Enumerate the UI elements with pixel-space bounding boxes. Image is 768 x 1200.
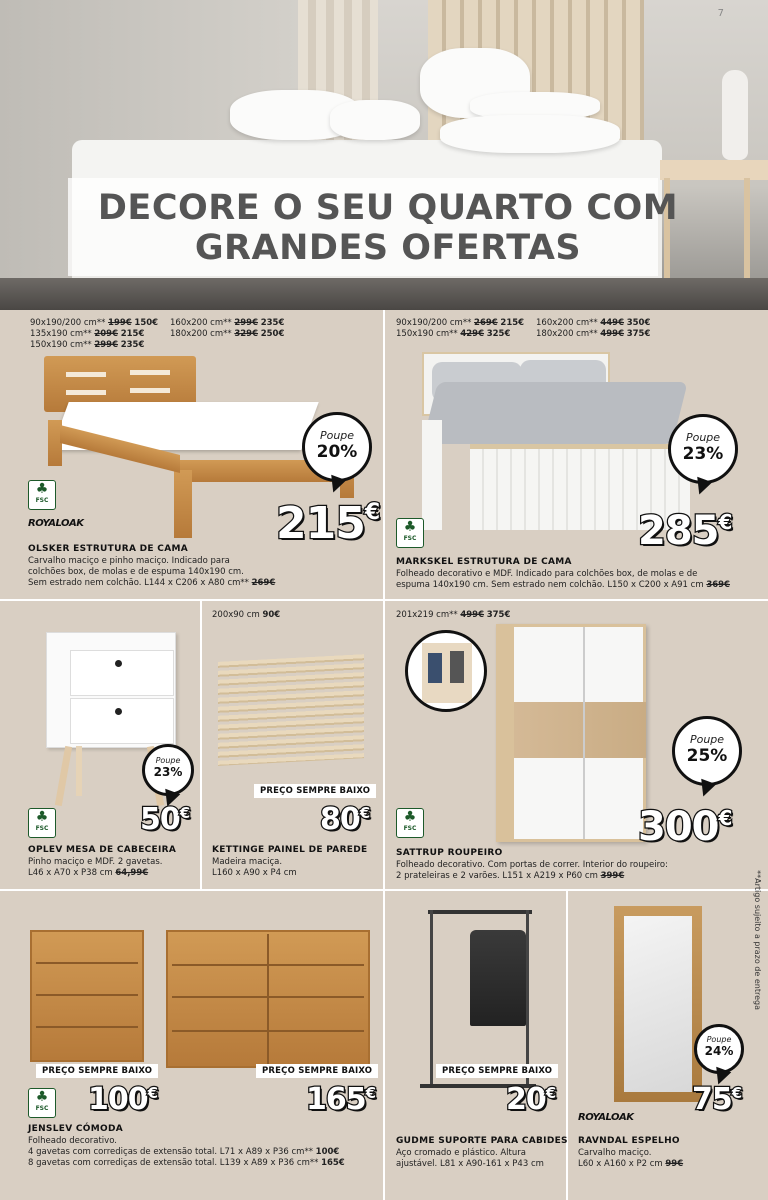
duvet xyxy=(422,382,687,444)
drawer-line xyxy=(36,994,138,996)
savings-label: Poupe xyxy=(155,756,181,765)
sattrup-size: 201x219 cm** 499€ 375€ xyxy=(396,610,511,620)
tree-icon: ♣ xyxy=(35,809,49,825)
savings-label: Poupe xyxy=(689,733,725,746)
drawer-line xyxy=(172,1030,364,1032)
size-row: 135x190 cm** 209€ 215€ xyxy=(30,329,145,339)
jacket xyxy=(470,930,526,1026)
gudme-name: GUDME SUPORTE PARA CABIDES xyxy=(396,1136,568,1146)
headboard-slot xyxy=(66,372,106,377)
kettinge-description: Madeira maciça. L160 x A90 x P4 cm xyxy=(212,857,297,878)
kettinge-price: 80€ xyxy=(320,802,371,837)
olsker-name: OLSKER ESTRUTURA DE CAMA xyxy=(28,544,188,554)
ravndal-description: Carvalho maciço. L60 x A160 x P2 cm 99€ xyxy=(578,1148,684,1169)
size-row: 150x190 cm** 429€ 325€ xyxy=(396,329,511,339)
savings-percent: 23% xyxy=(153,765,183,779)
drawer-knob xyxy=(115,708,122,715)
hero-image xyxy=(0,0,768,310)
wardrobe-oak-panel xyxy=(514,702,646,758)
ravndal-savings-bubble xyxy=(694,1024,744,1074)
markskel-savings-bubble xyxy=(668,414,738,484)
tree-icon: ♣ xyxy=(403,519,417,535)
drawer-line xyxy=(172,996,364,998)
divider xyxy=(566,890,568,1200)
markskel-size-table xyxy=(396,318,524,340)
sattrup-interior-detail xyxy=(405,630,487,712)
page-title: DECORE O SEU QUARTO COM GRANDES OFERTAS xyxy=(97,188,679,268)
oplev-name: OPLEV MESA DE CABECEIRA xyxy=(28,845,177,855)
tree-icon: ♣ xyxy=(35,481,49,497)
drawer-split xyxy=(267,934,269,1064)
headboard-slot xyxy=(130,388,170,393)
divider xyxy=(383,310,385,600)
side-table xyxy=(660,160,768,180)
footnote: **Artigo sujeito a prazo de entrega xyxy=(753,870,762,1010)
ravndal-mirror-glass xyxy=(624,916,692,1092)
ravndal-price: 75€ xyxy=(692,1082,743,1117)
oplev-drawer xyxy=(70,650,174,696)
tree-icon: ♣ xyxy=(403,809,417,825)
rack-pole xyxy=(526,910,529,1086)
sattrup-description: Folheado decorativo. Com portas de correr. Interior do roupeiro: 2 prateleiras e 2 varões. L151 x A219 x P60 cm 399€ xyxy=(396,860,668,881)
olsker-savings-bubble xyxy=(302,412,372,482)
royaloak-logo: ROYALOAK xyxy=(28,518,84,529)
tree-icon: ♣ xyxy=(35,1089,49,1105)
markskel-size-table-2 xyxy=(536,318,650,340)
size-row: 90x190/200 cm** 199€ 150€ xyxy=(30,318,159,328)
savings-percent: 23% xyxy=(682,444,724,464)
sattrup-savings-bubble xyxy=(672,716,742,786)
divider xyxy=(383,600,385,890)
headboard-slot xyxy=(130,370,170,375)
size-row: 180x200 cm** 329€ 250€ xyxy=(170,329,285,339)
low-price-badge: PREÇO SEMPRE BAIXO xyxy=(254,784,376,798)
olsker-leg xyxy=(174,470,192,538)
drawer-line xyxy=(36,962,138,964)
vase xyxy=(722,70,748,160)
low-price-badge: PREÇO SEMPRE BAIXO xyxy=(256,1064,378,1078)
jenslev-name: JENSLEV CÓMODA xyxy=(28,1124,123,1134)
pillow xyxy=(330,100,420,140)
size-row: 150x190 cm** 299€ 235€ xyxy=(30,340,145,350)
jenslev-price-4: 100€ xyxy=(88,1082,159,1117)
sattrup-price: 300€ xyxy=(638,804,733,850)
floor xyxy=(0,278,768,310)
olsker-size-table-2 xyxy=(170,318,284,340)
wardrobe-door-split xyxy=(583,627,585,839)
rack-pole xyxy=(430,910,433,1086)
markskel-post xyxy=(422,420,442,530)
drawer-line xyxy=(36,1026,138,1028)
fsc-logo: ♣ FSC xyxy=(28,480,56,510)
jenslev-price-8: 165€ xyxy=(306,1082,377,1117)
kettinge-name: KETTINGE PAINEL DE PAREDE xyxy=(212,845,368,855)
kettinge-panel xyxy=(218,654,364,766)
jenslev-description: Folheado decorativo. 4 gavetas com corrediças de extensão total. L71 x A89 x P36 cm** 100€ 8 gavetas com corrediças de extensão total. L139 x A89 x P36 cm** 165€ xyxy=(28,1136,345,1168)
sattrup-name: SATTRUP ROUPEIRO xyxy=(396,848,503,858)
fsc-logo: ♣ FSC xyxy=(28,808,56,838)
low-price-badge: PREÇO SEMPRE BAIXO xyxy=(436,1064,558,1078)
pillow xyxy=(440,115,620,153)
gudme-description: Aço cromado e plástico. Altura ajustável. L81 x A90-161 x P43 cm xyxy=(396,1148,544,1169)
savings-percent: 20% xyxy=(316,442,358,462)
savings-label: Poupe xyxy=(319,429,355,442)
wardrobe-side xyxy=(496,624,514,842)
olsker-size-table xyxy=(30,318,158,351)
kettinge-size: 200x90 cm 90€ xyxy=(212,610,281,620)
page-number: 7 xyxy=(717,8,724,19)
ravndal-name: RAVNDAL ESPELHO xyxy=(578,1136,680,1146)
headboard-slot xyxy=(66,390,106,395)
size-row: 160x200 cm** 299€ 235€ xyxy=(170,318,285,328)
drawer-knob xyxy=(115,660,122,667)
low-price-badge: PREÇO SEMPRE BAIXO xyxy=(36,1064,158,1078)
divider xyxy=(200,600,202,890)
hanging-clothes xyxy=(428,653,442,683)
rack-top-bar xyxy=(428,910,532,914)
oplev-description: Pinho maciço e MDF. 2 gavetas. L46 x A70 x P38 cm 64,99€ xyxy=(28,857,163,878)
savings-percent: 24% xyxy=(704,1044,734,1058)
fsc-logo: ♣ FSC xyxy=(396,518,424,548)
olsker-price: 215€ xyxy=(276,498,381,549)
size-row: 160x200 cm** 449€ 350€ xyxy=(536,318,651,328)
oplev-leg xyxy=(76,746,82,796)
markskel-name: MARKSKEL ESTRUTURA DE CAMA xyxy=(396,557,572,567)
fsc-logo: ♣ FSC xyxy=(28,1088,56,1118)
oplev-leg xyxy=(55,746,72,806)
size-row: 90x190/200 cm** 269€ 215€ xyxy=(396,318,525,328)
drawer-line xyxy=(172,964,364,966)
fsc-logo: ♣ FSC xyxy=(396,808,424,838)
savings-percent: 25% xyxy=(686,746,728,766)
oplev-drawer xyxy=(70,698,174,744)
markskel-description: Folheado decorativo e MDF. Indicado para colchões box, de molas e de espuma 140x190 cm. Sem estrado nem colchão. L150 x C200 x A91 cm 369€ xyxy=(396,569,730,590)
markskel-price: 285€ xyxy=(638,508,733,554)
size-row: 180x200 cm** 499€ 375€ xyxy=(536,329,651,339)
olsker-description: Carvalho maciço e pinho maciço. Indicado para colchões box, de molas e de espuma 140x190 cm. Sem estrado nem colchão. L144 x C206 x A80 cm** 269€ xyxy=(28,556,276,588)
hanging-clothes xyxy=(450,651,464,683)
savings-label: Poupe xyxy=(706,1035,732,1044)
gudme-price: 20€ xyxy=(506,1082,557,1117)
oplev-savings-bubble xyxy=(142,744,194,796)
jenslev-4-drawer xyxy=(30,930,144,1062)
oplev-price: 50€ xyxy=(140,802,191,837)
royaloak-logo: ROYALOAK xyxy=(578,1112,634,1123)
divider xyxy=(383,890,385,1200)
savings-label: Poupe xyxy=(685,431,721,444)
